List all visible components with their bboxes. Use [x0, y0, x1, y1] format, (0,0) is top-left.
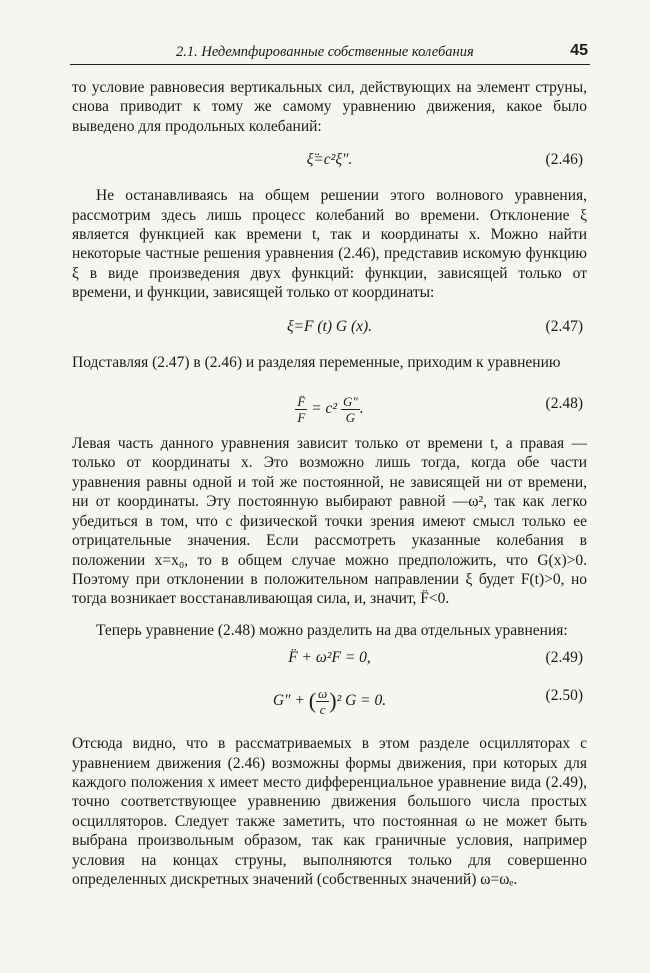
paragraph-6: Отсюда видно, что в рассматриваемых в этом разделе осцилляторах с уравнением движения (2.46) возможны формы движения, при которых для каждого положения x имеет место дифференциальное уравнение вида (2.49), точно соответствующее уравнению движения большого числа простых осцилляторов. Следует также заметить, что постоянная ω не может быть выбрана произвольным образом, так как граничные условия, например условия на концах струны, выполняются только для совершенно определенных дискретных значений (собственных значений) ω=ωₑ. — [72, 735, 587, 888]
page-body — [72, 78, 587, 889]
eq-2-48-rhs-den: G — [345, 410, 356, 426]
header-rule — [70, 64, 590, 65]
eq-2-46-rhs: =c²ξ″. — [313, 151, 353, 169]
eq-2-49-number: (2.49) — [545, 649, 583, 667]
running-header — [70, 40, 600, 66]
eq-2-50-pre: G″ + — [272, 692, 305, 710]
eq-2-48-mid: = c² — [311, 400, 338, 418]
equation-2-47 — [72, 313, 587, 343]
eq-2-50-frac-num: ω — [318, 686, 328, 702]
eq-2-47-number: (2.47) — [545, 317, 583, 335]
eq-2-46-lhs: ξ̈ — [306, 151, 314, 169]
eq-2-48-rhs-num: G″ — [342, 394, 358, 410]
eq-2-48-lhs-num: F̈ — [297, 394, 306, 410]
eq-2-46-number: (2.46) — [545, 151, 583, 169]
equation-2-50: G″ + ( $\frac{\omega}{c}$ )² G = 0. (2.50) — [272, 686, 583, 718]
paragraph-5: Теперь уравнение (2.48) можно разделить на два отдельных уравнения: — [96, 621, 568, 639]
eq-2-47-formula: ξ=F (t) G (x). — [286, 317, 373, 335]
eq-2-48-lhs-den: F — [297, 410, 306, 426]
eq-2-49-formula: F̈ + ω²F = 0, — [288, 649, 371, 667]
eq-2-48-number: (2.48) — [545, 395, 583, 413]
section-title: 2.1. Недемпфированные собственные колебания — [176, 44, 474, 60]
paragraph-1: то условие равновесия вертикальных сил, действующих на элемент струны, снова приводит к тому же самому уравнению движения, какое было выведено для продольных колебаний: — [72, 79, 587, 135]
eq-2-50-post: ² G = 0. — [336, 692, 387, 710]
equation-2-46 — [72, 146, 587, 176]
eq-2-50-number: (2.50) — [545, 687, 583, 705]
eq-2-48-end: . — [359, 400, 364, 418]
page-number: 45 — [570, 42, 588, 59]
eq-2-50-frac-den: c — [319, 702, 326, 718]
equation-2-49 — [72, 644, 587, 670]
equation-2-48 — [72, 382, 587, 424]
paragraph-3: Подставляя (2.47) в (2.46) и разделяя переменные, приходим к уравнению — [72, 353, 561, 371]
paragraph-2: Не останавливаясь на общем решении этого волнового уравнения, рассмотрим здесь лишь процесс колебаний во времени. Отклонение ξ является функцией как времени t, так и координаты x. Можно найти некоторые частные решения уравнения (2.46), представив искомую функцию ξ в виде произведения двух функций: функции, зависящей только от времени, и функции, зависящей только от координаты: — [72, 187, 587, 302]
paragraph-4: Левая часть данного уравнения зависит только от времени t, а правая — только от координаты x. Это возможно лишь тогда, когда обе части уравнения равны одной и той же постоянной, не зависящей ни от времени, ни от координаты. Эту постоянную выбирают равной —ω², так как легко убедиться в том, что с физической точки зрения имеют смысл только ее отрицательные значения. Если рассмотреть указанные колебания в положении x=x₀, то в общем случае можно предположить, что G(x)>0. Поэтому при отклонении в положительном направлении ξ будет F(t)>0, но тогда возникает восстанавливающая сила, и, значит, F̈<0. — [72, 435, 587, 608]
